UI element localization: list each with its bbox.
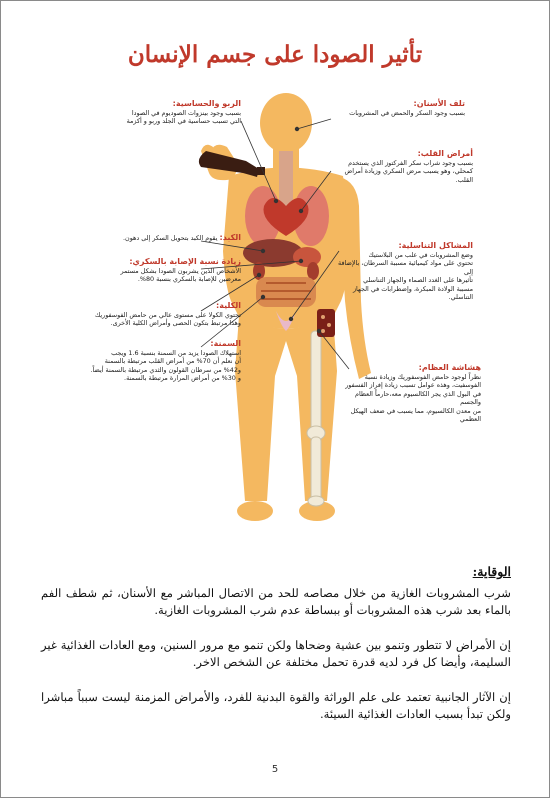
annotation-heading: هشاشة العظام: bbox=[418, 363, 481, 372]
annotation-heading: أمراض القلب: bbox=[417, 149, 473, 158]
annotation-text: و 30% من أمراض المرارة مرتبطة بالسمنة. bbox=[124, 374, 241, 383]
stomach-icon bbox=[293, 247, 321, 267]
annotation-text: من معدن الكالسيوم، مما يسبب في ضعف الهيكل العظمي bbox=[350, 406, 481, 424]
annotation-teeth bbox=[333, 99, 465, 117]
annotation-heading: تلف الأسنان: bbox=[413, 99, 465, 108]
page-number: 5 bbox=[271, 764, 279, 775]
annotation-diabetes bbox=[93, 257, 241, 284]
prevention-paragraph-3: إن الآثار الجانبية تعتمد على علم الوراثة والقوة البدنية للفرد، والأمراض المزمنة ليست سبباً مباشرا ولكن تبدأ بسبب العادات الغذائية السيئة. bbox=[41, 690, 511, 721]
prevention-paragraph-2: إن الأمراض لا تتطور وتنمو بين عشية وضحاها ولكن تنمو مع مرور السنين، ومع العادات الغذائية غير السليمة، وأيضا كل فرد لديه قدرة تحمل مختلفة عن الشخص الاخر. bbox=[41, 638, 511, 669]
annotation-heading: الربو والحساسية: bbox=[172, 99, 241, 108]
annotation-bones bbox=[345, 363, 481, 423]
annotation-text: بسبب وجود بينزوات الصوديوم في الصودا bbox=[131, 109, 241, 117]
page-title: تأثير الصودا على جسم الإنسان bbox=[127, 41, 423, 68]
annotation-kidney bbox=[85, 301, 241, 328]
prevention-heading: الوقاية: bbox=[472, 564, 511, 579]
annotation-text: أن نعلم أن 70% من أمراض القلب مرتبطة بالسمنة bbox=[104, 357, 241, 366]
annotation-heart bbox=[333, 149, 473, 184]
annotation-text: و42% من سرطان القولون والثدي مرتبطة بالسمنة أيضاً. bbox=[90, 365, 241, 374]
annotation-text: كمحلي، وهو يسبب مرض السكري وزيادة أمراض القلب. bbox=[344, 167, 473, 184]
annotation-text: يقوم الكبد بتحويل السكر إلى دهون. bbox=[122, 234, 218, 242]
annotation-text: تأثيرها على الغدد الصماء والجهاز التناسلي bbox=[363, 276, 473, 285]
liver-icon bbox=[243, 239, 303, 267]
annotation-text: نظراً لوجود حامض الفوسفوريك وزيادة نسبة bbox=[364, 373, 481, 381]
annotation-text: تحتوي الكولا على مستوى عالي من حامض الفوسفوريك bbox=[94, 311, 241, 319]
annotation-text: تحتوي على مواد كيميائية مسببة السرطان، بالإضافة إلى bbox=[338, 259, 473, 276]
annotation-heading: زيادة نسبة الإصابة بالسكري: bbox=[129, 257, 241, 266]
annotation-liver bbox=[93, 233, 241, 243]
annotation-heading: السمنة: bbox=[210, 339, 241, 348]
annotation-obesity bbox=[85, 339, 241, 383]
annotation-asthma bbox=[93, 99, 241, 126]
annotation-text: معرضين للإصابة بالسكري بنسبة 80%. bbox=[137, 275, 241, 284]
annotation-text: التي تسبب حساسية في الجلد وربو و أكزمة bbox=[126, 117, 241, 126]
annotation-text: استهلاك الصودا يزيد من السمنة بنسبة 1.6 ويجب bbox=[111, 349, 241, 357]
annotation-heading: الكبد: bbox=[219, 233, 241, 242]
annotation-text: مسببة الولادة المبكرة، وإضطرابات في الجهاز التناسلي. bbox=[352, 284, 473, 302]
prevention-paragraph-1: شرب المشروبات الغازية من خلال مصاصه للحد من الاتصال المباشر مع الأسنان، ثم شطف الفم بالماء بعد شرب هذه المشروبات أو ببساطة عدم شرب المشروبات الغازية. bbox=[41, 586, 511, 617]
annotation-text: وضع المشروبات في علب من البلاستيك bbox=[368, 251, 473, 259]
annotation-heading: المشاكل التناسلية: bbox=[398, 241, 473, 250]
annotation-text: الأشخاص الذين يشربون الصودا بشكل مستمر bbox=[120, 267, 241, 275]
annotation-text: بسبب وجود شراب سكر الفركتوز الذي يستخدم bbox=[348, 159, 473, 167]
annotation-text: في البول الذي يجر الكالسيوم معه،حارماً العظام والجسم bbox=[354, 389, 481, 407]
annotation-text: الفوسفيت، وهذه عوامل تسبب زيادة إفراز الفسفور bbox=[345, 381, 481, 390]
annotation-heading: الكلية: bbox=[216, 301, 241, 310]
annotation-reproductive bbox=[333, 241, 473, 301]
annotation-text: وهذا مرتبط بتكون الحصى وأمراض الكلية الأخرى. bbox=[110, 319, 241, 328]
annotation-text: بسبب وجود السكر والحمض في المشروبات bbox=[349, 109, 465, 117]
